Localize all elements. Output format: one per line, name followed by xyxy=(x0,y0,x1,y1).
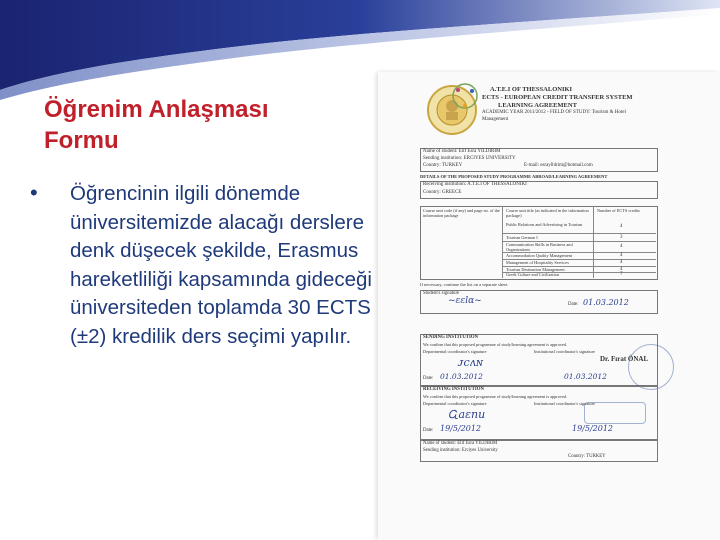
receiving-signature-scribble: Ꮹaɛnu xyxy=(448,408,486,421)
doc-email: E-mail: esraylldrim@hotmail.com xyxy=(524,163,593,168)
doc-sign-date: 01.03.2012 xyxy=(583,298,629,307)
doc-onal: Dr. Fırat ÖNAL xyxy=(600,355,649,363)
doc-header-3: LEARNING AGREEMENT xyxy=(498,102,577,109)
doc-dept-coord-1: Departmental coordinator's signature xyxy=(423,349,487,354)
doc-country2: Country: GREECE xyxy=(423,190,462,195)
doc-date-label-3: Date: xyxy=(423,428,434,433)
doc-header-1: A.T.E.I OF THESSALONIKI xyxy=(490,86,573,93)
doc-details-title: DETAILS OF THE PROPOSED STUDY PROGRAMME ABROAD/LEARNING AGREEMENT xyxy=(420,174,608,179)
doc-sending-inst: Sending institution: ERCIYES UNIVERSITY xyxy=(423,156,516,161)
doc-header-2: ECTS - EUROPEAN CREDIT TRANSFER SYSTEM xyxy=(482,94,633,101)
doc-col3-header: Number of ECTS credits xyxy=(597,208,640,213)
dept-signature-scribble: ᴊcʌɴ xyxy=(458,356,483,369)
doc-receiving-text: We confirm that this proposed programme of study/learning agreement is approved. xyxy=(423,394,568,399)
university-stamp-icon xyxy=(628,344,674,390)
slide-title xyxy=(44,94,364,156)
doc-sending-date: 01.03.2012 xyxy=(440,372,483,381)
doc-footer-country: Country: TURKEY xyxy=(568,454,606,459)
doc-continue-note: If necessary, continue the list on a separate sheet. xyxy=(420,282,509,287)
bullet-text: Öğrencinin ilgili dönemde üniversitemizde alacağı derslere denk düşecek şekilde, Erasmus hareketliliği kapsamında gideceği üniversiteden toplamda 30 ECTS (±2) kredilik ders seçimi yapılır. xyxy=(70,182,372,348)
course-credits: 4 xyxy=(620,260,623,265)
course-title: Communication Skills in Business and Organizations xyxy=(506,242,573,252)
course-credits: 4 xyxy=(620,267,623,272)
doc-sending-text: We confirm that this proposed programme of study/learning agreement is approved. xyxy=(423,342,568,347)
doc-dept-coord-2: Departmental coordinator's signature xyxy=(423,401,487,406)
doc-sending-title: SENDING INSTITUTION xyxy=(423,335,479,340)
course-title: Public Relations and Advertising in Tourism xyxy=(506,222,583,227)
course-credits: 4 xyxy=(620,244,623,249)
doc-inst-coord-1: Institutional coordinator's signature xyxy=(534,349,595,354)
table-divider-1 xyxy=(502,206,503,278)
doc-date-label-2: Date: xyxy=(423,376,434,381)
doc-receiving-date-2: 19/5/2012 xyxy=(572,424,614,433)
slide-title-line2: Formu xyxy=(44,127,119,154)
course-title: Management of Hospitality Services xyxy=(506,260,569,265)
table-divider-2 xyxy=(593,206,594,278)
doc-sending-date-2: 01.03.2012 xyxy=(564,372,607,381)
doc-receiving-date: 19/5/2012 xyxy=(440,424,482,433)
doc-student-name: Name of student: Elif Esra YILDIRIM xyxy=(423,149,501,154)
doc-receiving-inst: Receiving institution: A.T.E.I OF THESSALONIKI xyxy=(423,182,527,187)
course-credits: 3 xyxy=(620,235,623,240)
course-title: Tourism Destination Management xyxy=(506,267,565,272)
learning-agreement-scan xyxy=(378,72,720,540)
doc-date-label: Date: xyxy=(568,302,579,307)
bullet-dot-icon: • xyxy=(30,180,38,205)
row-line xyxy=(502,233,656,234)
doc-col1-header: Course unit code (if any) and page no. of the information package xyxy=(423,208,500,218)
doc-col2-header: Course unit title (as indicated in the information package) xyxy=(506,208,589,218)
doc-header-4: ACADEMIC YEAR 2011/2012 - FIELD OF STUDY: Tourism & Hotel xyxy=(482,110,626,115)
student-signature-scribble: ~ɛɛlɑ~ xyxy=(448,296,482,306)
course-credits: 4 xyxy=(620,253,623,258)
doc-student-signature: Student's signature xyxy=(423,291,460,296)
doc-footer-name: Name of student: Elif Esra YILDIRIM xyxy=(423,441,498,446)
doc-header-5: Management xyxy=(482,117,509,122)
receiving-stamp-icon xyxy=(584,402,646,424)
course-title: Tourism German I xyxy=(506,235,538,240)
doc-country: Country: TURKEY xyxy=(423,163,463,168)
doc-footer-inst: Sending institution: Erciyes University xyxy=(423,448,498,453)
course-credits: 4 xyxy=(620,224,623,229)
course-credits: 7 xyxy=(620,272,623,277)
doc-inst-coord-2: Institutional coordinator's signature xyxy=(534,401,595,406)
course-title: Greek Culture and Civilization xyxy=(506,272,560,277)
doc-receiving-title: RECEIVING INSTITUTION xyxy=(423,387,484,392)
course-title: Accommodation Quality Management xyxy=(506,253,573,258)
slide-title-line1: Öğrenim Anlaşması xyxy=(44,96,269,123)
ects-stamp-icon xyxy=(450,80,480,116)
